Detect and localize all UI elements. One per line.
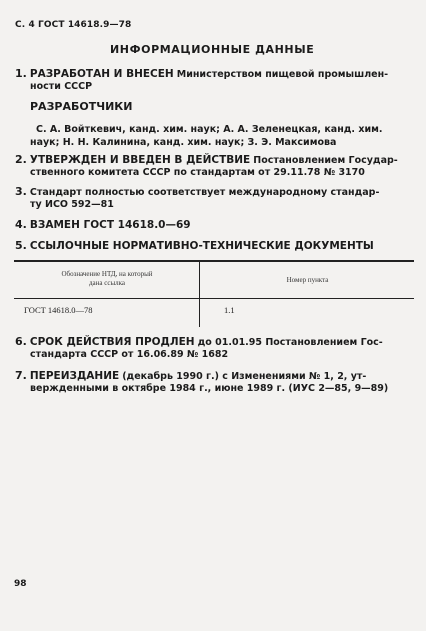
item-lead: ПЕРЕИЗДАНИЕ (29, 370, 120, 382)
item-number: 1. (15, 67, 27, 80)
item-number: 2. (15, 153, 27, 166)
developers-heading: РАЗРАБОТЧИКИ (30, 100, 133, 113)
item-5 (15, 238, 374, 254)
item-text: до 01.01.95 Постановлением Гос- (197, 337, 383, 348)
table-header-line: Обозначение НТД, на который (61, 270, 153, 278)
table-header-clause: Номер пункта (286, 276, 329, 284)
item-2-line2: ственного комитета СССР по стандартам от 29.11.78 № 3170 (30, 167, 365, 178)
item-lead: ССЫЛОЧНЫЕ НОРМАТИВНО-ТЕХНИЧЕСКИЕ ДОКУМЕНТЫ (29, 240, 374, 252)
table-top-rule (14, 260, 414, 262)
item-lead: ВЗАМЕН ГОСТ 14618.0—69 (29, 219, 191, 231)
item-7-line2: вержденными в октябре 1984 г., июне 1989 г. (ИУС 2—85, 9—89) (30, 383, 389, 394)
item-text: Постановлением Государ- (253, 155, 398, 166)
table-cell-clause: 1.1 (224, 305, 235, 315)
table-cell-document: ГОСТ 14618.0—78 (24, 305, 93, 315)
table-header-line: дана ссылка (88, 278, 126, 287)
item-3-line2: ту ИСО 592—81 (30, 199, 114, 210)
item-1-line2: ности СССР (30, 81, 93, 92)
item-lead: СРОК ДЕЙСТВИЯ ПРОДЛЕН (29, 336, 195, 348)
table-column-rule (199, 261, 200, 327)
item-text: (декабрь 1990 г.) с Изменениями № 1, 2, ут- (122, 371, 367, 382)
running-head: С. 4 ГОСТ 14618.9—78 (15, 20, 132, 30)
item-6-line2: стандарта СССР от 16.06.89 № 1682 (30, 349, 229, 360)
developers-line1: С. А. Войткевич, канд. хим. наук; А. А. Зеленецкая, канд. хим. (36, 124, 383, 135)
page-title: ИНФОРМАЦИОННЫЕ ДАННЫЕ (110, 43, 315, 56)
item-text: Стандарт полностью соответствует международному стандар- (29, 187, 380, 198)
item-lead: РАЗРАБОТАН И ВНЕСЕН (29, 68, 174, 80)
item-number: 7. (15, 369, 27, 382)
page-number: 98 (14, 579, 27, 589)
item-text: Министерством пищевой промышлен- (176, 69, 389, 80)
table-header-document (22, 270, 192, 287)
item-number: 6. (15, 335, 27, 348)
item-number: 5. (15, 239, 27, 252)
item-lead: УТВЕРЖДЕН И ВВЕДЕН В ДЕЙСТВИЕ (29, 154, 251, 166)
item-number: 3. (15, 185, 27, 198)
item-number: 4. (15, 218, 27, 231)
table-header-rule (14, 298, 414, 299)
item-4 (15, 217, 191, 233)
developers-line2: наук; Н. Н. Калинина, канд. хим. наук; З. Э. Максимова (30, 137, 337, 148)
